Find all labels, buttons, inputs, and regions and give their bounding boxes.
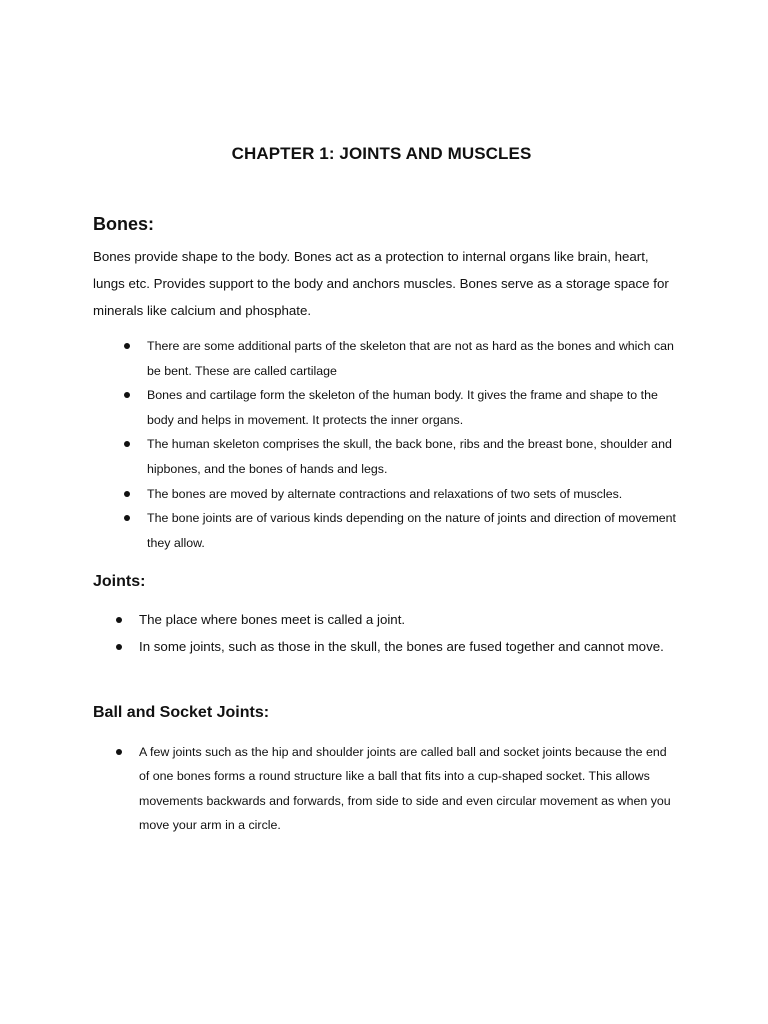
list-item-text: In some joints, such as those in the skull, the bones are fused together and cannot move. (139, 638, 664, 654)
list-item-text: A few joints such as the hip and shoulder joints are called ball and socket joints because the end of one bones forms a round structure like a ball that fits into a cup-shaped socket. This allows movements backwards and forwards, from side to side and even circular movement as when you move your arm in a circle. (139, 745, 671, 833)
list-item (147, 334, 687, 383)
bullet-icon (124, 515, 130, 521)
list-item (147, 482, 687, 507)
bones-heading: Bones: (93, 214, 155, 234)
bullet-icon (124, 343, 130, 349)
joints-bullet-list (139, 607, 679, 661)
bullet-icon (124, 491, 130, 497)
bullet-icon (116, 749, 122, 755)
list-item-text: Bones and cartilage form the skeleton of the human body. It gives the frame and shape to the body and helps in movement. It protects the inner organs. (147, 388, 658, 427)
ball-socket-bullet-list (139, 740, 679, 838)
list-item-text: There are some additional parts of the skeleton that are not as hard as the bones and which can be bent. These are called cartilage (147, 339, 674, 378)
bullet-icon (124, 441, 130, 447)
chapter-title: CHAPTER 1: JOINTS AND MUSCLES (231, 144, 532, 163)
bullet-icon (124, 392, 130, 398)
joints-heading: Joints: (93, 573, 146, 590)
bullet-icon (116, 644, 122, 650)
bones-paragraph: Bones provide shape to the body. Bones act as a protection to internal organs like brain, heart, lungs etc. Provides support to the body and anchors muscles. Bones serve as a storage space for minerals like calcium and phosphate. (93, 249, 669, 318)
list-item (139, 607, 679, 634)
list-item-text: The bone joints are of various kinds depending on the nature of joints and direction of movement they allow. (147, 511, 676, 550)
list-item (139, 634, 679, 661)
list-item (147, 383, 687, 432)
bullet-icon (116, 617, 122, 623)
bones-bullet-list (147, 334, 687, 555)
ball-socket-heading: Ball and Socket Joints: (93, 704, 270, 721)
list-item (147, 432, 687, 481)
list-item (147, 506, 687, 555)
list-item (139, 740, 679, 838)
list-item-text: The bones are moved by alternate contractions and relaxations of two sets of muscles. (147, 486, 623, 501)
list-item-text: The place where bones meet is called a joint. (139, 612, 406, 627)
list-item-text: The human skeleton comprises the skull, the back bone, ribs and the breast bone, shoulder and hipbones, and the bones of hands and legs. (147, 437, 672, 476)
